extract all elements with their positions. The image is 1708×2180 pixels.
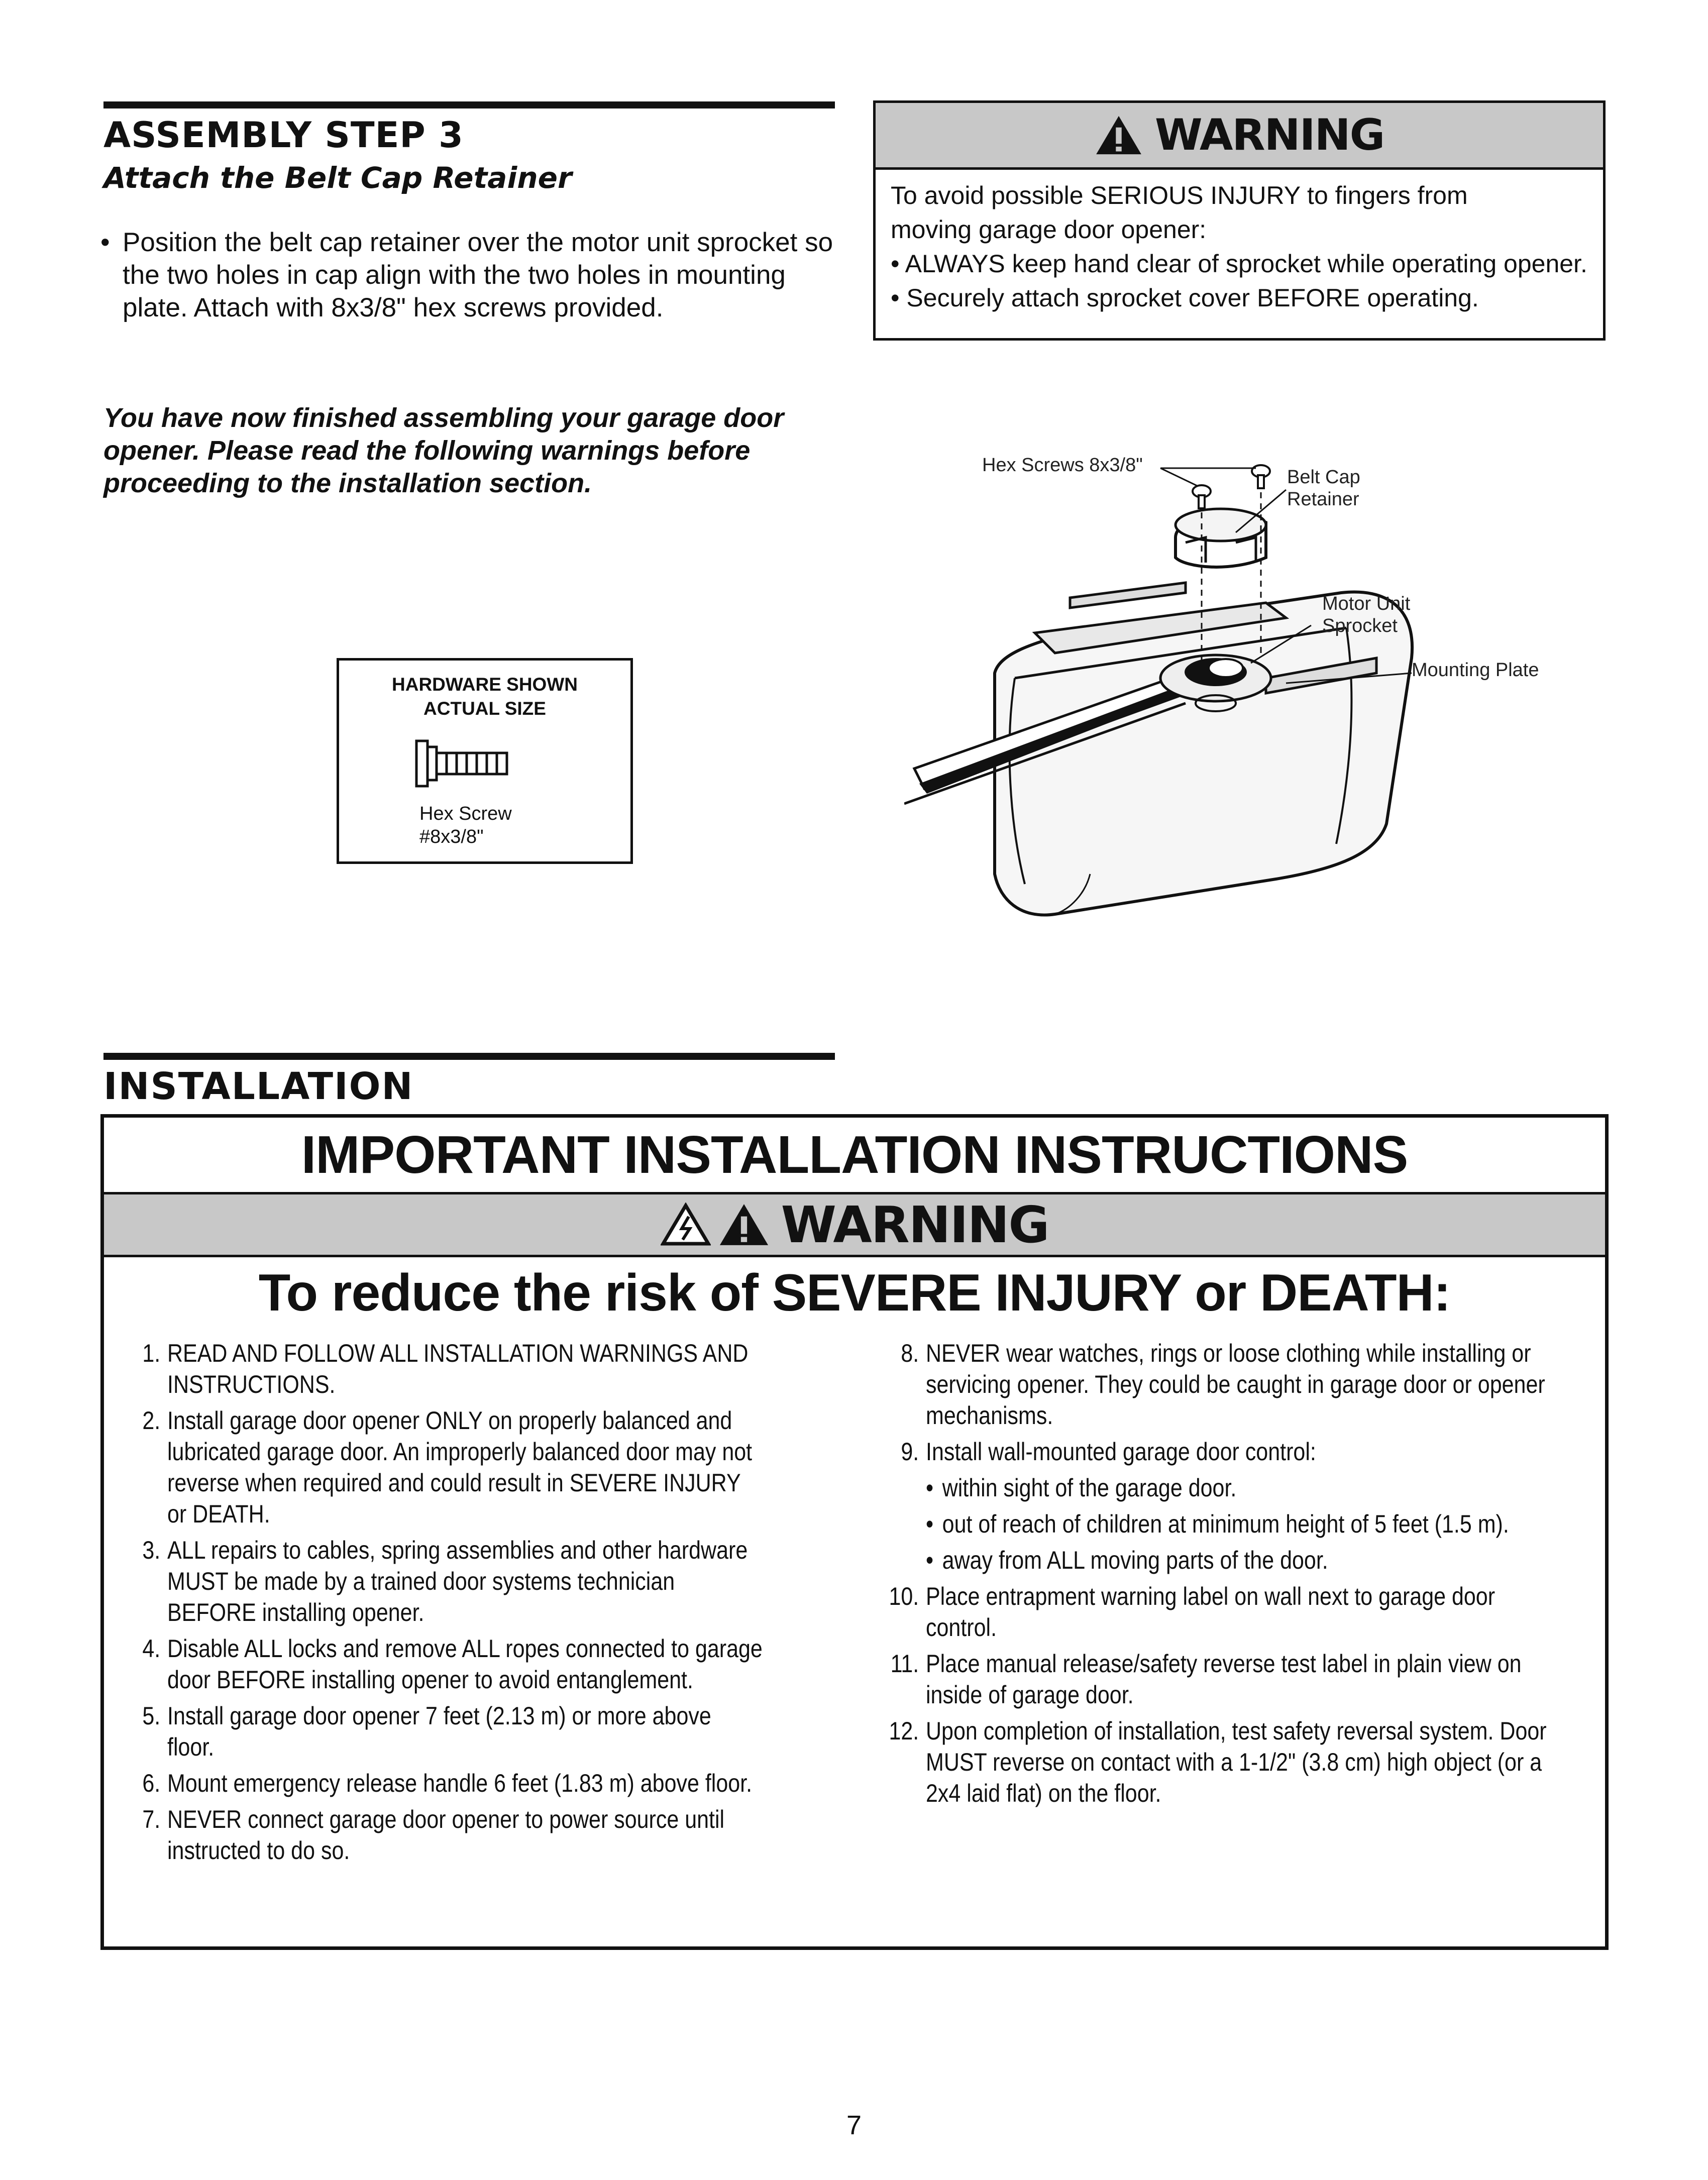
instruction-item bbox=[124, 1804, 764, 1866]
item-text: ALL repairs to cables, spring assemblies and other hardware MUST be made by a trained door systems technician BEFORE installing opener. bbox=[167, 1536, 748, 1626]
installation-warning-box bbox=[100, 1114, 1609, 1950]
item-number: 2. bbox=[142, 1406, 161, 1435]
sprocket-warning-box bbox=[873, 100, 1606, 341]
item-number: 3. bbox=[142, 1536, 161, 1564]
hardware-title-line: HARDWARE SHOWN bbox=[392, 674, 578, 695]
item-text: Install wall-mounted garage door control: bbox=[926, 1438, 1316, 1466]
label-hex-screws: Hex Screws 8x3/8" bbox=[982, 455, 1143, 476]
item-number: 11. bbox=[890, 1650, 919, 1678]
item-text: NEVER connect garage door opener to power source until instructed to do so. bbox=[167, 1805, 725, 1865]
sub-bullet bbox=[926, 1508, 1552, 1540]
item-text: Place entrapment warning label on wall next to garage door control. bbox=[926, 1582, 1496, 1642]
installation-warning-heading: WARNING bbox=[781, 1195, 1049, 1254]
warning-triangle-icon bbox=[718, 1202, 770, 1247]
installation-warning-header bbox=[104, 1194, 1605, 1257]
warning-bullet: • Securely attach sprocket cover BEFORE operating. bbox=[891, 284, 1479, 312]
page-number: 7 bbox=[846, 2110, 862, 2140]
item-number: 6. bbox=[142, 1769, 161, 1797]
item-number: 12. bbox=[889, 1717, 919, 1745]
assembly-bullet-text: Position the belt cap retainer over the motor unit sprocket so the two holes in cap align with the two holes in mounting plate. Attach with 8x3/8" hex screws provided. bbox=[123, 228, 833, 322]
installation-title: INSTALLATION bbox=[103, 1065, 414, 1108]
instructions-right-column bbox=[883, 1338, 1552, 1814]
label-line: Sprocket bbox=[1322, 615, 1398, 636]
motor-unit-illustration bbox=[904, 442, 1572, 944]
hex-screw-icon bbox=[414, 736, 515, 791]
instruction-item bbox=[124, 1633, 764, 1695]
item-text: Upon completion of installation, test safety reversal system. Door MUST reverse on contact with a 1-1/2" (3.8 cm) high object (or a 2x4 laid flat) on the floor. bbox=[926, 1717, 1547, 1807]
warning-header bbox=[876, 103, 1603, 170]
item-number: 9. bbox=[901, 1438, 919, 1466]
warning-triangle-icon bbox=[1095, 114, 1143, 156]
item-text: Place manual release/safety reverse test label in plain view on inside of garage door. bbox=[926, 1650, 1522, 1709]
instruction-item bbox=[883, 1715, 1552, 1809]
item-number: 4. bbox=[142, 1634, 161, 1663]
label-motor-unit-sprocket bbox=[1322, 593, 1410, 637]
item-text: READ AND FOLLOW ALL INSTALLATION WARNINGS AND INSTRUCTIONS. bbox=[167, 1339, 749, 1398]
instruction-item bbox=[883, 1338, 1552, 1431]
hardware-caption-line: #8x3/8" bbox=[419, 826, 484, 847]
sub-bullet bbox=[926, 1545, 1552, 1576]
bullet-dot: • bbox=[926, 1474, 934, 1502]
bullet-dot: • bbox=[926, 1546, 934, 1574]
label-mounting-plate: Mounting Plate bbox=[1412, 660, 1539, 681]
warning-heading: WARNING bbox=[1154, 110, 1384, 160]
sub-bullet bbox=[926, 1472, 1552, 1503]
assembly-step-subtitle: Attach the Belt Cap Retainer bbox=[103, 161, 572, 195]
sub-bullet-text: out of reach of children at minimum height of 5 feet (1.5 m). bbox=[942, 1510, 1509, 1538]
bullet-dot: • bbox=[926, 1510, 934, 1538]
bullet-dot: • bbox=[100, 228, 110, 257]
hardware-box bbox=[337, 658, 633, 864]
sub-bullet-text: away from ALL moving parts of the door. bbox=[942, 1546, 1328, 1574]
warning-bullet-text: Securely attach sprocket cover BEFORE operating. bbox=[906, 284, 1479, 312]
item-text: Mount emergency release handle 6 feet (1.83 m) above floor. bbox=[167, 1769, 753, 1797]
electric-shock-triangle-icon bbox=[661, 1203, 711, 1247]
item-number: 1. bbox=[142, 1339, 161, 1367]
warning-bullet: • ALWAYS keep hand clear of sprocket while operating opener. bbox=[891, 250, 1587, 278]
label-line: Belt Cap bbox=[1287, 467, 1360, 488]
hardware-title-line: ACTUAL SIZE bbox=[423, 698, 546, 719]
installation-rule bbox=[103, 1053, 835, 1060]
label-belt-cap-retainer bbox=[1287, 466, 1360, 510]
item-number: 10. bbox=[889, 1582, 919, 1610]
item-text: Disable ALL locks and remove ALL ropes connected to garage door BEFORE installing opener to avoid entanglement. bbox=[167, 1634, 763, 1694]
instruction-item bbox=[124, 1768, 764, 1799]
instruction-item bbox=[124, 1700, 764, 1763]
top-rule bbox=[103, 101, 835, 108]
assembly-step-title: ASSEMBLY STEP 3 bbox=[103, 115, 464, 156]
sub-bullet-text: within sight of the garage door. bbox=[942, 1474, 1237, 1502]
warning-intro: To avoid possible SERIOUS INJURY to fingers from moving garage door opener: bbox=[891, 181, 1468, 244]
assembly-instructions bbox=[100, 226, 834, 324]
item-number: 7. bbox=[142, 1805, 161, 1833]
item-number: 5. bbox=[142, 1702, 161, 1730]
item-text: Install garage door opener 7 feet (2.13 m) or more above floor. bbox=[167, 1702, 711, 1761]
important-instructions-heading: IMPORTANT INSTALLATION INSTRUCTIONS bbox=[104, 1118, 1605, 1194]
hardware-caption bbox=[419, 802, 512, 848]
warning-bullet-text: ALWAYS keep hand clear of sprocket while operating opener. bbox=[905, 250, 1587, 278]
hardware-caption-line: Hex Screw bbox=[419, 803, 512, 824]
item-text: Install garage door opener ONLY on properly balanced and lubricated garage door. An improperly balanced door may not reverse when required and could result in SEVERE INJURY or DEATH. bbox=[167, 1406, 753, 1528]
instruction-item bbox=[883, 1648, 1552, 1710]
assembly-bullet bbox=[100, 226, 834, 324]
finish-note: You have now finished assembling your garage door opener. Please read the following warnings before proceeding to the installation section. bbox=[103, 403, 784, 498]
label-line: Retainer bbox=[1287, 489, 1359, 510]
instruction-item bbox=[124, 1405, 764, 1530]
instruction-item bbox=[883, 1581, 1552, 1643]
belt-cap-diagram bbox=[904, 442, 1572, 944]
risk-heading: To reduce the risk of SEVERE INJURY or DEATH: bbox=[258, 1264, 1451, 1322]
item-text: NEVER wear watches, rings or loose clothing while installing or servicing opener. They could be caught in garage door or opener mechanisms. bbox=[926, 1339, 1545, 1430]
item-number: 8. bbox=[901, 1339, 919, 1367]
instruction-item bbox=[124, 1535, 764, 1628]
instruction-item bbox=[124, 1338, 764, 1400]
hardware-title bbox=[339, 673, 630, 721]
label-line: Motor Unit bbox=[1322, 593, 1411, 614]
warning-text bbox=[891, 178, 1593, 315]
instruction-item bbox=[883, 1436, 1552, 1467]
instructions-left-column bbox=[124, 1338, 764, 1871]
